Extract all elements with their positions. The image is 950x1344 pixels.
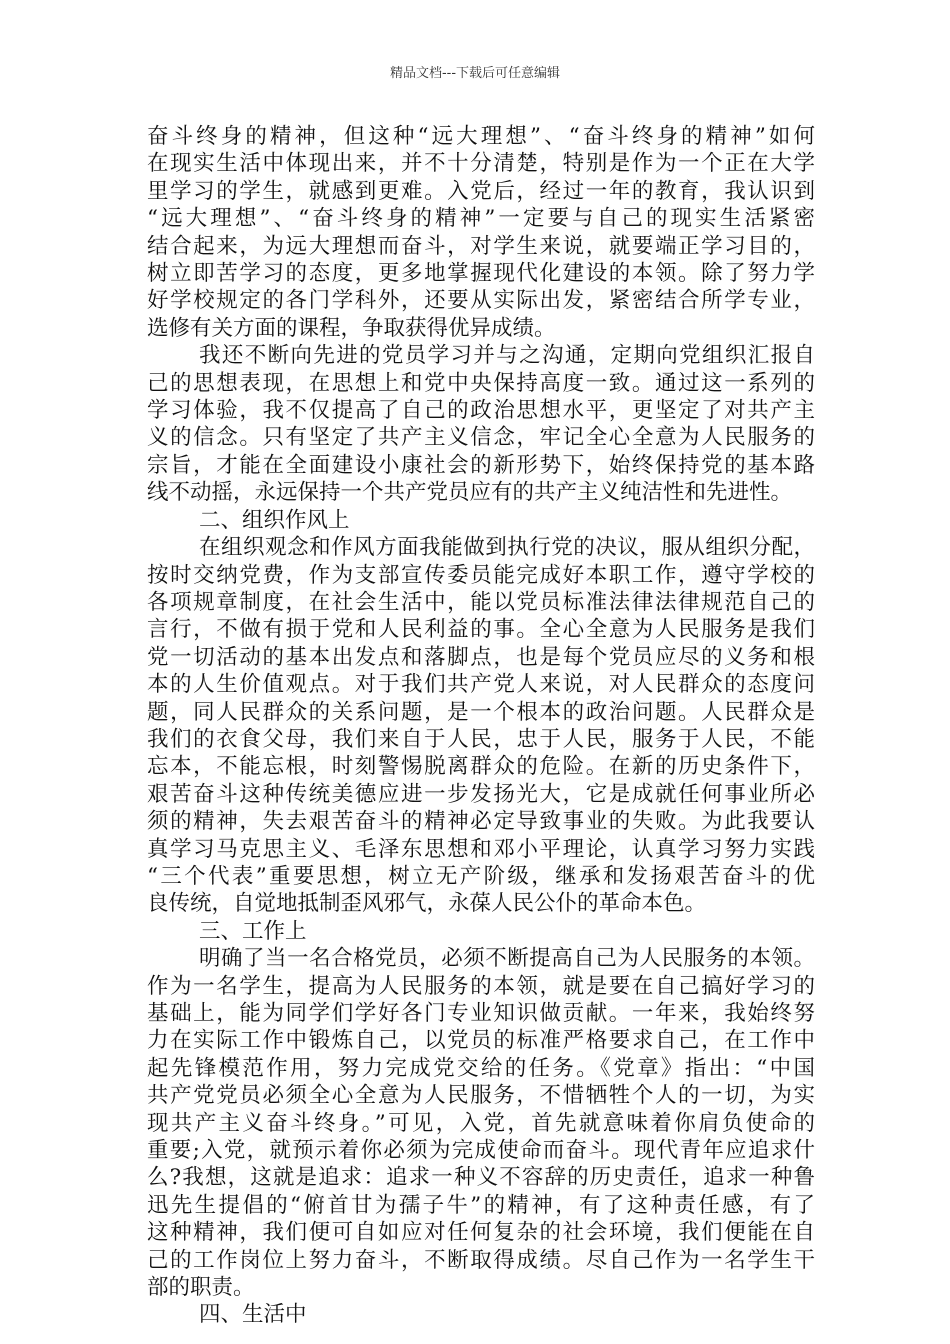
- text-line: 这种精神，我们便可自如应对任何复杂的社会环境，我们便能在自: [147, 1220, 815, 1246]
- text-line: 起先锋模范作用，努力完成党交给的任务。《党章》指出：“中国: [147, 1055, 815, 1081]
- paragraph-first-line: 在组织观念和作风方面我能做到执行党的决议，服从组织分配，: [199, 535, 815, 561]
- text-line: 党一切活动的基本出发点和落脚点，也是每个党员应尽的义务和根: [147, 644, 815, 670]
- paragraph-first-line: 我还不断向先进的党员学习并与之沟通，定期向党组织汇报自: [199, 343, 815, 369]
- text-line: 言行，不做有损于党和人民利益的事。全心全意为人民服务是我们: [147, 617, 815, 643]
- text-line: 好学校规定的各门学科外，还要从实际出发，紧密结合所学专业，: [147, 288, 815, 314]
- text-line: 共产党党员必须全心全意为人民服务，不惜牺牲个人的一切，为实: [147, 1083, 815, 1109]
- page-header: 精品文档---下载后可任意编辑: [389, 66, 561, 81]
- text-line: 么?我想，这就是追求：追求一种义不容辞的历史责任，追求一种鲁: [147, 1165, 815, 1191]
- document-body: [147, 123, 815, 1329]
- text-line: “远大理想”、“奋斗终身的精神”一定要与自己的现实生活紧密: [147, 206, 815, 232]
- text-line: 在现实生活中体现出来，并不十分清楚，特别是作为一个正在大学: [147, 151, 815, 177]
- text-line: 我们的衣食父母，我们来自于人民，忠于人民，服务于人民，不能: [147, 726, 815, 752]
- text-line: 奋斗终身的精神，但这种“远大理想”、“奋斗终身的精神”如何: [147, 124, 815, 149]
- text-line: 力在实际工作中锻炼自己，以党员的标准严格要求自己，在工作中: [147, 1028, 815, 1054]
- paragraph-first-line: 三、工作上: [199, 918, 307, 944]
- text-line: 己的工作岗位上努力奋斗，不断取得成绩。尽自己作为一名学生干: [147, 1247, 815, 1273]
- text-line: 现共产主义奋斗终身。”可见，入党，首先就意味着你肩负使命的: [147, 1110, 815, 1136]
- text-line: 义的信念。只有坚定了共产主义信念，牢记全心全意为人民服务的: [147, 425, 815, 451]
- text-line: 结合起来，为远大理想而奋斗，对学生来说，就要端正学习目的，: [147, 233, 815, 259]
- text-line: 线不动摇，永远保持一个共产党员应有的共产主义纯洁性和先进性。: [147, 480, 793, 506]
- text-line: 宗旨，才能在全面建设小康社会的新形势下，始终保持党的基本路: [147, 452, 815, 478]
- text-line: 忘本，不能忘根，时刻警惕脱离群众的危险。在新的历史条件下，: [147, 754, 815, 780]
- text-line: 基础上，能为同学们学好各门专业知识做贡献。一年来，我始终努: [147, 1001, 815, 1026]
- text-line: 真学习马克思主义、毛泽东思想和邓小平理论，认真学习努力实践: [147, 836, 815, 862]
- text-line: 作为一名学生，提高为人民服务的本领，就是要在自己搞好学习的: [147, 973, 815, 999]
- text-line: 选修有关方面的课程，争取获得优异成绩。: [147, 315, 556, 341]
- text-line: 须的精神，失去艰苦奋斗的精神必定导致事业的失败。为此我要认: [147, 809, 815, 835]
- paragraph-first-line: 四、生活中: [199, 1302, 307, 1328]
- text-line: 重要;入党，就预示着你必须为完成使命而奋斗。现代青年应追求什: [147, 1138, 815, 1164]
- text-line: 部的职责。: [147, 1275, 255, 1301]
- text-line: 己的思想表现，在思想上和党中央保持高度一致。通过这一系列的: [147, 370, 815, 396]
- text-line: 里学习的学生，就感到更难。入党后，经过一年的教育，我认识到: [147, 178, 815, 204]
- text-line: 学习体验，我不仅提高了自己的政治思想水平，更坚定了对共产主: [147, 398, 815, 424]
- text-line: “三个代表”重要思想，树立无产阶级，继承和发扬艰苦奋斗的优: [147, 863, 815, 889]
- paragraph-first-line: 二、组织作风上: [199, 507, 350, 533]
- text-line: 各项规章制度，在社会生活中，能以党员标准法律法律规范自己的: [147, 589, 815, 615]
- text-line: 树立即苦学习的态度，更多地掌握现代化建设的本领。除了努力学: [147, 261, 815, 287]
- text-line: 本的人生价值观点。对于我们共产党人来说，对人民群众的态度问: [147, 672, 815, 698]
- text-line: 题，同人民群众的关系问题，是一个根本的政治问题。人民群众是: [147, 699, 815, 725]
- text-line: 迅先生提倡的“俯首甘为孺子牛”的精神，有了这种责任感，有了: [147, 1192, 815, 1218]
- text-line: 艰苦奋斗这种传统美德应进一步发扬光大，它是成就任何事业所必: [147, 781, 815, 807]
- text-line: 良传统，自觉地抵制歪风邪气，永葆人民公仆的革命本色。: [147, 891, 707, 917]
- text-line: 按时交纳党费，作为支部宣传委员能完成好本职工作，遵守学校的: [147, 562, 815, 588]
- paragraph-first-line: 明确了当一名合格党员，必须不断提高自己为人民服务的本领。: [199, 946, 815, 972]
